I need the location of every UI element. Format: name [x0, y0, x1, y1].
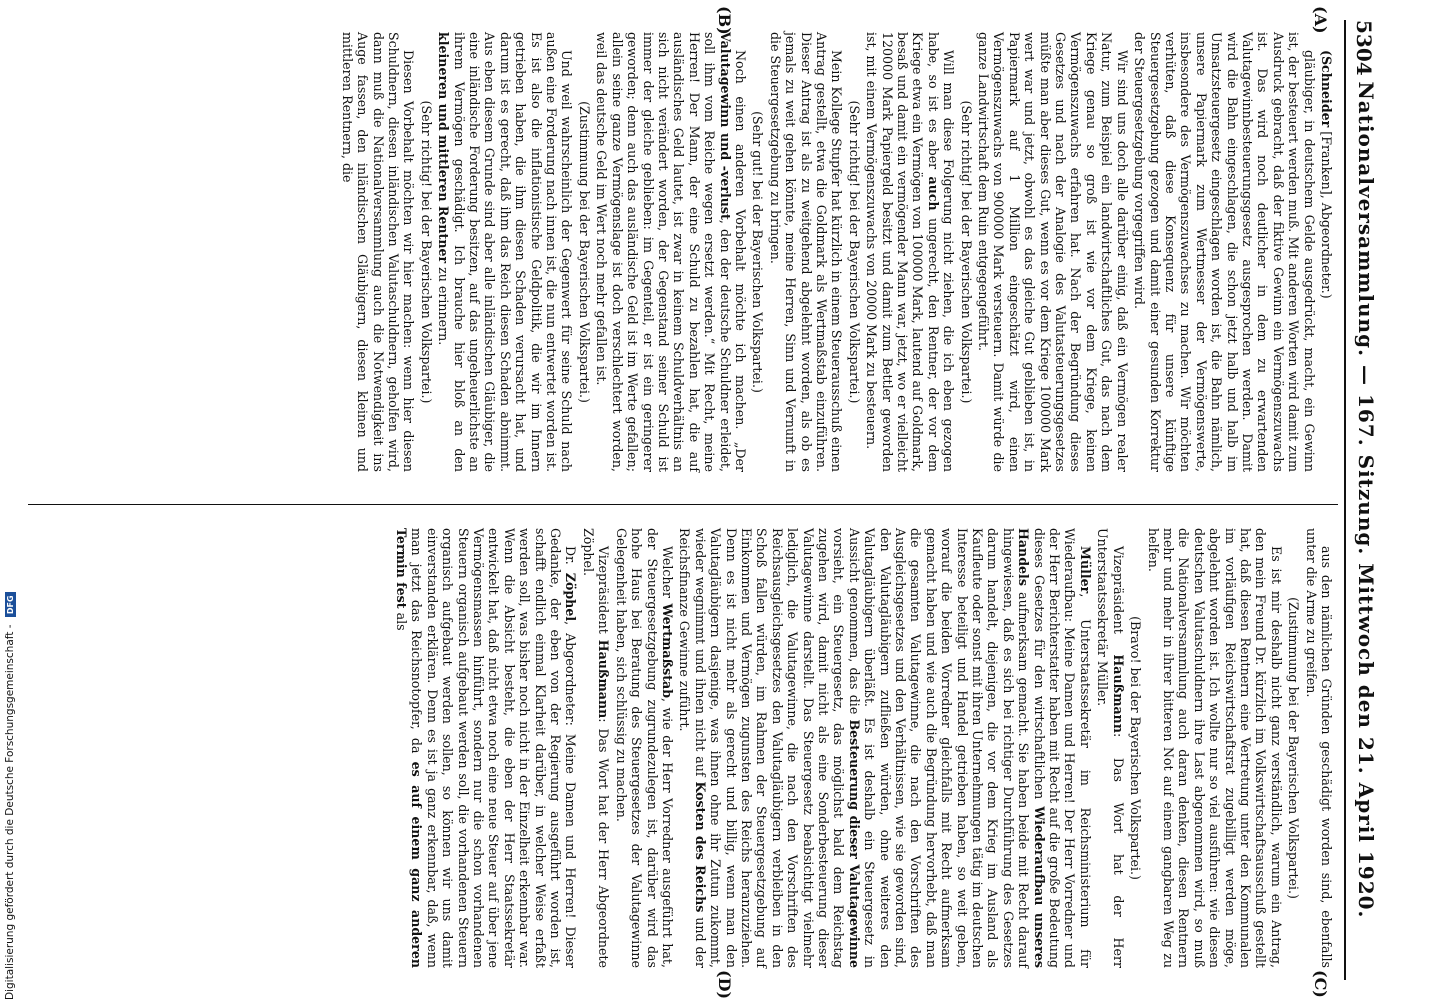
left-paragraph: Und weil wahrscheinlich der Gegenwert für seine Schuld nach außen eine Forderung nach innen ist, die nun entwertet worden ist. Es ist also die inflationistische Geldpolitik, die wir im Innern getrieben haben, die ihm diesen Schaden verursacht hat, und darum ist es gerecht, daß ihm das Reich diesen Schaden abnimmt. Aus eben diesem Grunde sind aber alle inländischen Gläubiger, die eine inländische Forderung besitzen, auf das ungeheuerlichste an ihrem Vermögen geschädigt. Ich brauche hier bloß an den kleineren und mittleren Rentner zu erinnern.	[436, 32, 575, 472]
page-title: Nationalversammlung. — 167. Sitzung. Mittwoch den 21. April 1920.	[1354, 81, 1378, 919]
left-paragraph: Will man diese Folgerung nicht ziehen, die ich eben gezogen habe, so ist es aber auch ungerecht, den Rentner, der vor dem Kriege etwa ein Vermögen von 100000 Mark, lautend auf Goldmark, besaß und damit ein vermögender Mann war, jetzt, wo er vielleicht 120000 Mark Papiergeld besitzt und damit zum Bettler geworden ist, mit einem Vermögenszuwachs von 20000 Mark zu besteuern.	[864, 32, 957, 472]
margin-letter-d: (D)	[715, 970, 734, 1000]
right-paragraph: Vizepräsident Haußmann: Das Wort hat der Herr Abgeordnete Zöphel.	[580, 528, 612, 968]
right-paragraph: Es ist mir deshalb nicht ganz verständlich, warum ein Antrag, den mein Freund Dr. kürzlich im Volkswirtschaftsausschuß gestellt hat, daß diesen Rentnern eine Vertretung unter den Kommunalen im vorläufigen Reichswirtschaftsrat zugebilligt werden möge, abgelehnt worden ist. Ich wollte nur so viel ausführen: wie diesen deutschen Valutaschuldnern ihre Last abgenommen wird, so muß die Nationalversammlung auch daran denken, diesen Rentnern mehr und mehr in ihrer bitteren Not auf einem gangbaren Weg zu helfen.	[1145, 528, 1284, 968]
left-paragraph: Diesen Vorbehalt möchten wir hier machen: wenn hier diesen Schuldnern, diesen inländischen Valutaschuldnern, geholfen wird, dann muß die Nationalversammlung auch die Notwendigkeit ins Auge fassen, den inländischen Gläubigern, diesen kleinen und mittleren Rentnern, die	[339, 32, 417, 472]
digitization-footer	[4, 592, 16, 1000]
left-column	[337, 32, 1334, 472]
left-paragraph: Mein Kollege Stupfer hat kürzlich in einem Steuerausschuß einen Antrag gestellt, etwa die Goldmark als Wertmaßstab einzuführen. Dieser Antrag ist als zu weitgehend abgelehnt worden, als ob es jemals zu weit gehen könnte, meine Herren, Sinn und Vernunft in die Steuergesetzgebung zu bringen.	[767, 32, 845, 472]
left-paragraph: Wir sind uns doch alle darüber einig, daß ein Vermögen realer Natur, zum Beispiel ein landwirtschaftliches Gut, das nach dem Kriege genau so groß ist wie vor dem Kriege, keinen Vermögenszuwachs erfahren hat. Nach der Begründung dieses Gesetzes und nach der Analogie des Valutasteuerungsgesetzes müßte man aber dieses Gut, wenn es vor dem Kriege 100000 Mark wert war und jetzt, obwohl es das gleiche Gut geblieben ist, in Papiermark auf 1 Million eingeschätzt wird, einen Vermögenszuwachs von 900000 Mark versteuern. Damit würde die ganze Landwirtschaft dem Ruin entgegengeführt.	[976, 32, 1130, 472]
column-divider	[28, 504, 1338, 505]
right-column	[392, 528, 1334, 968]
left-paragraph: (Sehr richtig! bei der Bayerischen Volkspartei.)	[418, 100, 434, 404]
left-paragraph: (Sehr richtig! bei der Bayerischen Volkspartei.)	[846, 100, 862, 404]
right-paragraph: (Zustimmung bei der Bayerischen Volkspartei.)	[1286, 597, 1302, 899]
left-paragraph: (Zustimmung bei der Bayerischen Volkspartei.)	[576, 101, 592, 403]
page-number: 5304	[1352, 20, 1376, 76]
right-paragraph: Müller, Unterstaatssekretär im Reichsministerium für Wiederaufbau: Meine Damen und Herren! Der Herr Vorredner und der Herr Berichterstatter haben mit Recht auf die große Bedeutung dieses Gesetzes für den wirtschaftlichen Wiederaufbau unseres Handels aufmerksam gemacht. Sie haben beide mit Recht darauf hingewiesen, daß es sich bei richtiger Durchführung des Gesetzes darum handelt, diejenigen, die vor dem Krieg im Ausland als Kaufleute oder sonst mit ihren Unternehmungen tätig im deutschen Interesse beteiligt und Handel getrieben haben, so weit geben, worauf die beiden Vorredner gleichfalls mit Recht aufmerksam gemacht haben und wie auch die Begründung hervorhebt, daß man die gesamten Valutagewinne, die nach den Vorschriften des Ausgleichsgesetzes und den Verhältnissen, wie sie geworden sind, den Valutagläubigern zufließen würden, ohne weiteres den Valutagläubigern überläßt. Es ist deshalb ein Steuergesetz in Aussicht genommen, das die Besteuerung dieser Valutagewinne vorsieht, ein Steuergesetz, das möglichst bald dem Reichstag zugehen wird, damit nicht als eine Sonderbesteuerung dieser Valutagewinne darstellt. Das Steuergesetz beabsichtigt vielmehr lediglich, die Valutagewinne, die nach den Vorschriften des Reichsausgleichsgesetzes den Valutagläubigern verbleiben in den Schoß fallen würden, im Rahmen der Steuergesetzgebung auf Einkommen und Vermögen zugunsten des Reichs heranzuziehen. Denn es ist nicht mehr als gerecht und billig, wenn man den Valutagläubigern dasjenige, was ihnen ohne ihr Zutun zukommt, wieder wegnimmt und ihnen nicht auf Kosten des Reichs und der Reichsfinanze Gewinne zuführt.	[677, 528, 1093, 969]
left-paragraph: (Sehr gut! bei der Bayerischen Volkspartei.)	[750, 111, 766, 393]
dfg-logo: DFG	[5, 592, 16, 617]
margin-letter-b: (B)	[715, 6, 734, 35]
right-paragraph: Dr. Zöphel, Abgeordneter: Meine Damen und Herren! Dieser Gedanke, der eben von der Regierung ausgeführt worden ist, schafft endlich einmal Klarheit darüber, in welcher Weise erfaßt werden soll, was bisher noch nicht in der Einzelheit erkennbar war. Wenn die Absicht besteht, die eben der Herr Staatssekretär entwickelt hat, daß nicht etwa noch eine neue Steuer auf über jene Vermögensmassen hinführt, sondern nur die schon vorhandenen Steuern organisch aufgebaut werden soll, die vorhandenen Steuern organisch aufgebaut werden sollen, so können wir uns damit einverstanden erklären. Denn es ist ja ganz erkennbar, daß, wenn man jetzt das Reichsnotopfer, da es auf einem ganz anderen Termin fest als	[394, 528, 579, 968]
left-paragraph: (Sehr richtig! bei der Bayerischen Volkspartei.)	[958, 100, 974, 404]
right-paragraph: aus den nämlichen Gründen geschädigt worden sind, ebenfalls unter die Arme zu greifen.	[1303, 528, 1334, 968]
page-header	[1344, 10, 1382, 990]
margin-letter-a: (A)	[1311, 6, 1330, 34]
footer-text: Digitalisierung gefördert durch die Deutsche Forschungsgemeinschaft -	[4, 624, 16, 1000]
left-paragraph: Noch einen anderen Vorbehalt möchte ich machen. „Der Valutagewinn und -verlust, den der deutsche Schuldner erleidet, soll ihm vom Reiche wegen ersetzt werden.“ Mit Recht, meine Herren! Der Mann, der eine Schuld zu bezahlen hat, die auf ausländisches Geld lautet, ist zwar in keinem Schuldverhältnis an sich nicht verändert worden, der Gegenstand seiner Schuld ist immer der gleiche geblieben: im Gegenteil, er ist ein geringerer geworden; denn auch das ausländische Geld ist im Werte gefallen; allein seine ganze Vermögenslage ist doch verschlechtert worden, weil das deutsche Geld im Wert noch mehr gefallen ist.	[594, 32, 748, 472]
right-paragraph: Vizepräsident Haußmann: Das Wort hat der Herr Unterstaatssekretär Müller.	[1095, 528, 1126, 968]
right-paragraph: Welcher Wertmaßstab, wie der Herr Vorredner ausgeführt hat, der Steuergesetzgebung zugrundezulegen ist, darüber wird das hohe Haus bei Beratung des Steuergesetzes der Valutagewinne Gelegenheit haben, sich schlüssig zu machen.	[613, 528, 675, 969]
left-paragraph: gläubiger, in deutschem Gelde ausgedrückt, macht, ein Gewinn ist, der besteuert werden muß. Mit anderen Worten wird damit zum Ausdruck gebracht, daß der fiktive Gewinn ein Vermögenszuwachs ist. Das wird noch deutlicher in dem zu erwartenden Valutagewinnbesteuerungsgesetz ausgesprochen werden. Damit wird die Bahn eingeschlagen, die schon jetzt halb und halb im Umsatzsteuergesetz eingeschlagen worden ist, die Bahn nämlich, unsere Papiermark zum Wertmesser der Vermögenswerte, insbesondere des Vermögenszuwachses zu machen. Wir möchten verhüten, daß diese Konsequenz für unsere künftige Steuergesetzgebung gezogen und damit einer gesunden Korrektur der Steuergesetzgebung vorgegriffen wird.	[1132, 32, 1317, 472]
right-paragraph: (Bravo! bei der Bayerischen Volkspartei.)	[1128, 616, 1144, 880]
header-rule	[1344, 20, 1346, 980]
left-paragraph: (Schneider [Franken], Abgeordneter.)	[1319, 50, 1334, 299]
margin-letter-c: (C)	[1311, 970, 1330, 998]
